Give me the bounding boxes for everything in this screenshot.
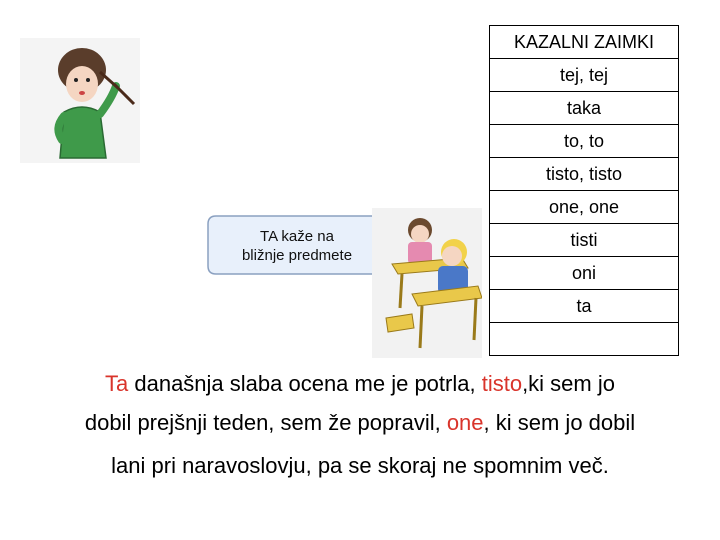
pronoun-highlight: Ta <box>105 371 129 396</box>
table-row: to, to <box>490 125 679 158</box>
teacher-illustration <box>20 28 140 168</box>
sentence-line-3: lani pri naravoslovju, pa se skoraj ne spomnim več. <box>111 453 609 478</box>
sentence-text: ,ki sem jo <box>522 371 615 396</box>
sentence-text: današnja slaba ocena me je potrla, <box>128 371 482 396</box>
table-header: KAZALNI ZAIMKI <box>490 26 679 59</box>
speech-bubble-text <box>212 227 382 265</box>
pronoun-highlight: tisto <box>481 371 523 396</box>
bubble-line-1: TA kaže na <box>260 228 334 245</box>
sentence-text: , ki sem jo dobil <box>483 410 636 435</box>
table-row: tej, tej <box>490 59 679 92</box>
table-row: tisti <box>490 224 679 257</box>
table-row: oni <box>490 257 679 290</box>
table-row: taka <box>490 92 679 125</box>
sentence-line-1 <box>0 370 720 398</box>
pupils-at-desks-illustration <box>372 208 482 358</box>
table-row-empty <box>490 323 679 356</box>
demonstrative-pronouns-table <box>489 25 679 356</box>
bubble-line-2: bližnje predmete <box>241 247 353 264</box>
pronoun-highlight: one <box>446 410 484 435</box>
sentence-text: dobil prejšnji teden, sem že popravil, <box>84 410 447 435</box>
table-row: ta <box>490 290 679 323</box>
table-row: one, one <box>490 191 679 224</box>
sentence-line-2 <box>0 409 720 437</box>
table-row: tisto, tisto <box>490 158 679 191</box>
